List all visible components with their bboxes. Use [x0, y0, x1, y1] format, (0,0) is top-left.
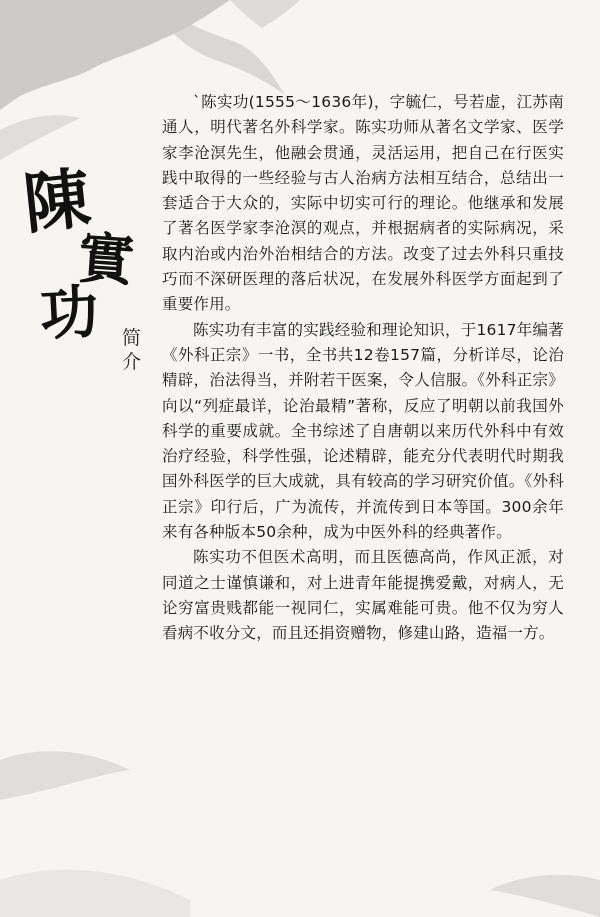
paragraph-3: 陈实功不但医术高明，而且医德高尚，作风正派，对同道之士谨慎谦和，对上进青年能提携爱戴，对病人，无论穷富贵贱都能一视同仁，实属难能可贵。他不仅为穷人看病不收分文，而且还捐资赠物，修建山路，造福一方。 [162, 548, 564, 643]
title-calligraphy [18, 158, 158, 398]
subtitle [122, 326, 146, 374]
subtitle-char-2: 介 [122, 351, 142, 373]
title-char-1: 陳 [20, 158, 94, 244]
body-text [162, 90, 564, 647]
subtitle-char-1: 简 [122, 327, 142, 349]
title-char-3: 功 [38, 277, 100, 349]
paragraph-2: 陈实功有丰富的实践经验和理论知识，于1617年编著《外科正宗》一书，全书共12卷157篇，分析详尽，论治精辟，治法得当，并附若干医案，令人信服。《外科正宗》向以“列症最详，论治最精”著称，反应了明朝以前我国外科学的重要成就。全书综述了自唐朝以来历代外科中有效治疗经验，科学性强，论述精辟，能充分代表明代时期我国外科医学的巨大成就，具有较高的学习研究价值。《外科正宗》印行后，广为流传，并流传到日本等国。300余年来有各种版本50余种，成为中医外科的经典著作。 [162, 320, 564, 542]
paragraph-1: `陈实功(1555～1636年)，字毓仁，号若虚，江苏南通人，明代著名外科学家。陈实功师从著名文学家、医学家李沧溟先生，他融会贯通，灵活运用，把自己在行医实践中取得的一些经验与古人治病方法相互结合，总结出一套适合于大众的，实际中切实可行的理论。他继承和发展了著名医学家李沧溟的观点，并根据病者的实际病况，采取内治或内治外治相结合的方法。改变了过去外科只重技巧而不深研医理的落后状况，在发展外科医学方面起到了重要作用。 [162, 93, 564, 314]
title-char-2: 實 [75, 225, 137, 295]
